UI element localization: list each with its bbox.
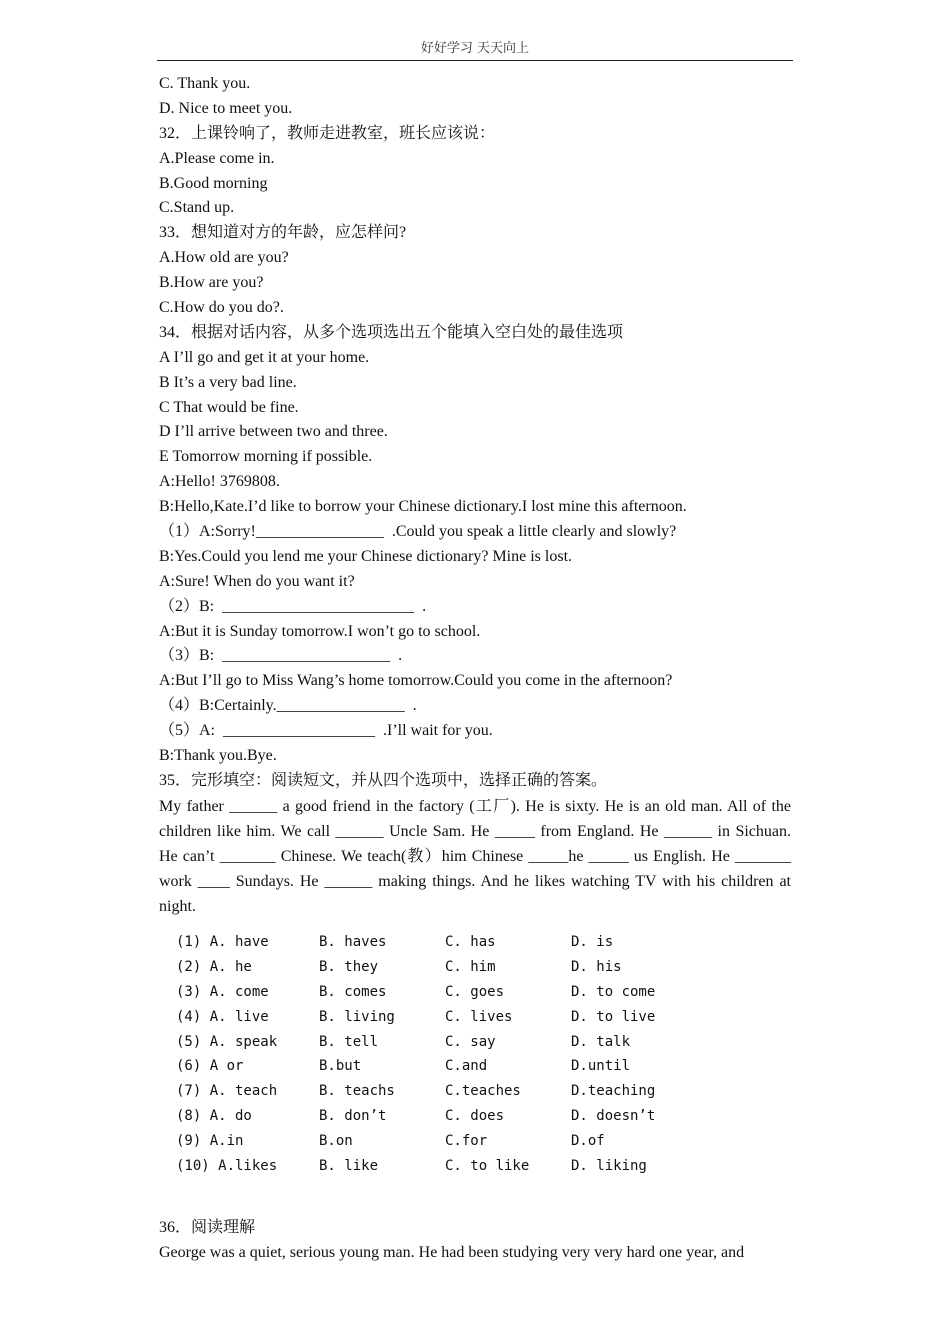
option-row xyxy=(176,1079,736,1104)
option-row xyxy=(176,930,736,955)
option-b: B. tell xyxy=(319,1033,379,1050)
option-c: C. to like xyxy=(445,1158,530,1175)
question-36-section xyxy=(159,1216,791,1266)
option-a: (10) A.likes xyxy=(176,1158,278,1175)
reading-passage: George was a quiet, serious young man. He had been studying very very hard one year, and xyxy=(159,1243,745,1261)
text-line: E Tomorrow morning if possible. xyxy=(159,448,373,466)
text-line: B It’s a very bad line. xyxy=(159,373,297,391)
option-d: D. talk xyxy=(571,1033,631,1050)
option-row xyxy=(176,1030,736,1055)
option-a: (1) A. have xyxy=(176,934,269,950)
options-table xyxy=(176,930,736,1179)
text-line: B:Hello,Kate.I’d like to borrow your Chinese dictionary.I lost mine this afternoon. xyxy=(159,498,687,516)
option-b: B. don’t xyxy=(319,1108,387,1125)
question-34: 34．根据对话内容，从多个选项选出五个能填入空白处的最佳选项 xyxy=(159,323,624,341)
option-c: C. has xyxy=(445,934,496,950)
option-d: D. to live xyxy=(571,1008,656,1025)
option-d: D. doesn’t xyxy=(571,1108,656,1125)
option-a: (7) A. teach xyxy=(176,1083,278,1100)
text-line: C.Stand up. xyxy=(159,199,235,217)
question-33: 33．想知道对方的年龄，应怎样问? xyxy=(159,224,407,242)
cloze-passage: My father ______ a good friend in the factory (工厂). He is sixty. He is an old man. All of the children like him. We call ______ Uncle Sam. He _____ from England. He ______ in Sichuan. He can’t _______ Chinese. We teach(教）him Chinese _____he _____ us English. He _______ work ____ Sundays. He ______ making things. And he likes watching TV with his children at night. xyxy=(159,797,791,915)
text-line: C.How do you do?. xyxy=(159,299,284,317)
option-c: C. does xyxy=(445,1108,505,1125)
option-d: D. his xyxy=(571,958,622,975)
text-line: （2）B: ________________________ . xyxy=(159,597,427,615)
text-line: B.Good morning xyxy=(159,174,268,192)
option-b: B. comes xyxy=(319,983,387,1000)
text-line: （3）B: _____________________ . xyxy=(159,647,403,665)
option-d: D.until xyxy=(571,1058,631,1075)
option-a: (5) A. speak xyxy=(176,1033,278,1050)
text-line: （4）B:Certainly.________________ . xyxy=(159,697,417,715)
option-b: B.on xyxy=(319,1133,353,1150)
option-c: C. him xyxy=(445,958,496,975)
text-line: A.How old are you? xyxy=(159,249,289,267)
text-line: A.Please come in. xyxy=(159,149,275,167)
text-line: （1）A:Sorry!________________ .Could you speak a little clearly and slowly? xyxy=(159,523,677,541)
option-b: B. haves xyxy=(319,934,387,950)
option-row xyxy=(176,1104,736,1129)
option-a: (8) A. do xyxy=(176,1108,252,1125)
text-line: C That would be fine. xyxy=(159,398,299,416)
option-row xyxy=(176,1005,736,1030)
document-body xyxy=(159,72,791,919)
text-line: B.How are you? xyxy=(159,274,264,292)
text-line: D. Nice to meet you. xyxy=(159,99,293,117)
option-d: D. is xyxy=(571,934,614,950)
option-row xyxy=(176,1154,736,1179)
option-b: B.but xyxy=(319,1058,362,1075)
option-a: (6) A or xyxy=(176,1058,244,1075)
option-a: (4) A. live xyxy=(176,1008,269,1025)
option-c: C. lives xyxy=(445,1008,513,1025)
text-line: （5）A: ___________________ .I’ll wait for you. xyxy=(159,722,493,740)
question-36-title: 36．阅读理解 xyxy=(159,1219,256,1236)
text-line: D I’ll arrive between two and three. xyxy=(159,423,388,441)
question-35: 35．完形填空：阅读短文，并从四个选项中，选择正确的答案。 xyxy=(159,771,608,789)
option-row xyxy=(176,1129,736,1154)
option-a: (9) A.in xyxy=(176,1133,244,1150)
text-line: A:Hello! 3769808. xyxy=(159,473,280,491)
text-line: C. Thank you. xyxy=(159,75,251,92)
text-line: A:But I’ll go to Miss Wang’s home tomorrow.Could you come in the afternoon? xyxy=(159,672,673,690)
option-b: B. living xyxy=(319,1008,395,1025)
option-c: C.and xyxy=(445,1058,488,1075)
text-line: A:Sure! When do you want it? xyxy=(159,572,355,590)
option-row xyxy=(176,955,736,980)
question-32: 32．上课铃响了，教师走进教室，班长应该说： xyxy=(159,124,496,142)
option-c: C. goes xyxy=(445,983,505,1000)
text-line: B:Yes.Could you lend me your Chinese dictionary? Mine is lost. xyxy=(159,547,573,565)
option-a: (2) A. he xyxy=(176,958,252,975)
option-d: D.teaching xyxy=(571,1083,656,1100)
option-b: B. they xyxy=(319,958,379,975)
option-d: D. to come xyxy=(571,983,656,1000)
text-line: A I’ll go and get it at your home. xyxy=(159,348,370,366)
option-d: D.of xyxy=(571,1133,605,1150)
page-header: 好好学习 天天向上 xyxy=(157,40,793,61)
text-line: A:But it is Sunday tomorrow.I won’t go to school. xyxy=(159,622,481,640)
option-row xyxy=(176,980,736,1005)
option-d: D. liking xyxy=(571,1158,647,1175)
option-b: B. like xyxy=(319,1158,379,1175)
option-row xyxy=(176,1054,736,1079)
text-line: B:Thank you.Bye. xyxy=(159,747,277,765)
option-c: C.teaches xyxy=(445,1083,521,1100)
option-c: C.for xyxy=(445,1133,488,1150)
option-c: C. say xyxy=(445,1033,496,1050)
option-a: (3) A. come xyxy=(176,983,269,1000)
option-b: B. teachs xyxy=(319,1083,395,1100)
